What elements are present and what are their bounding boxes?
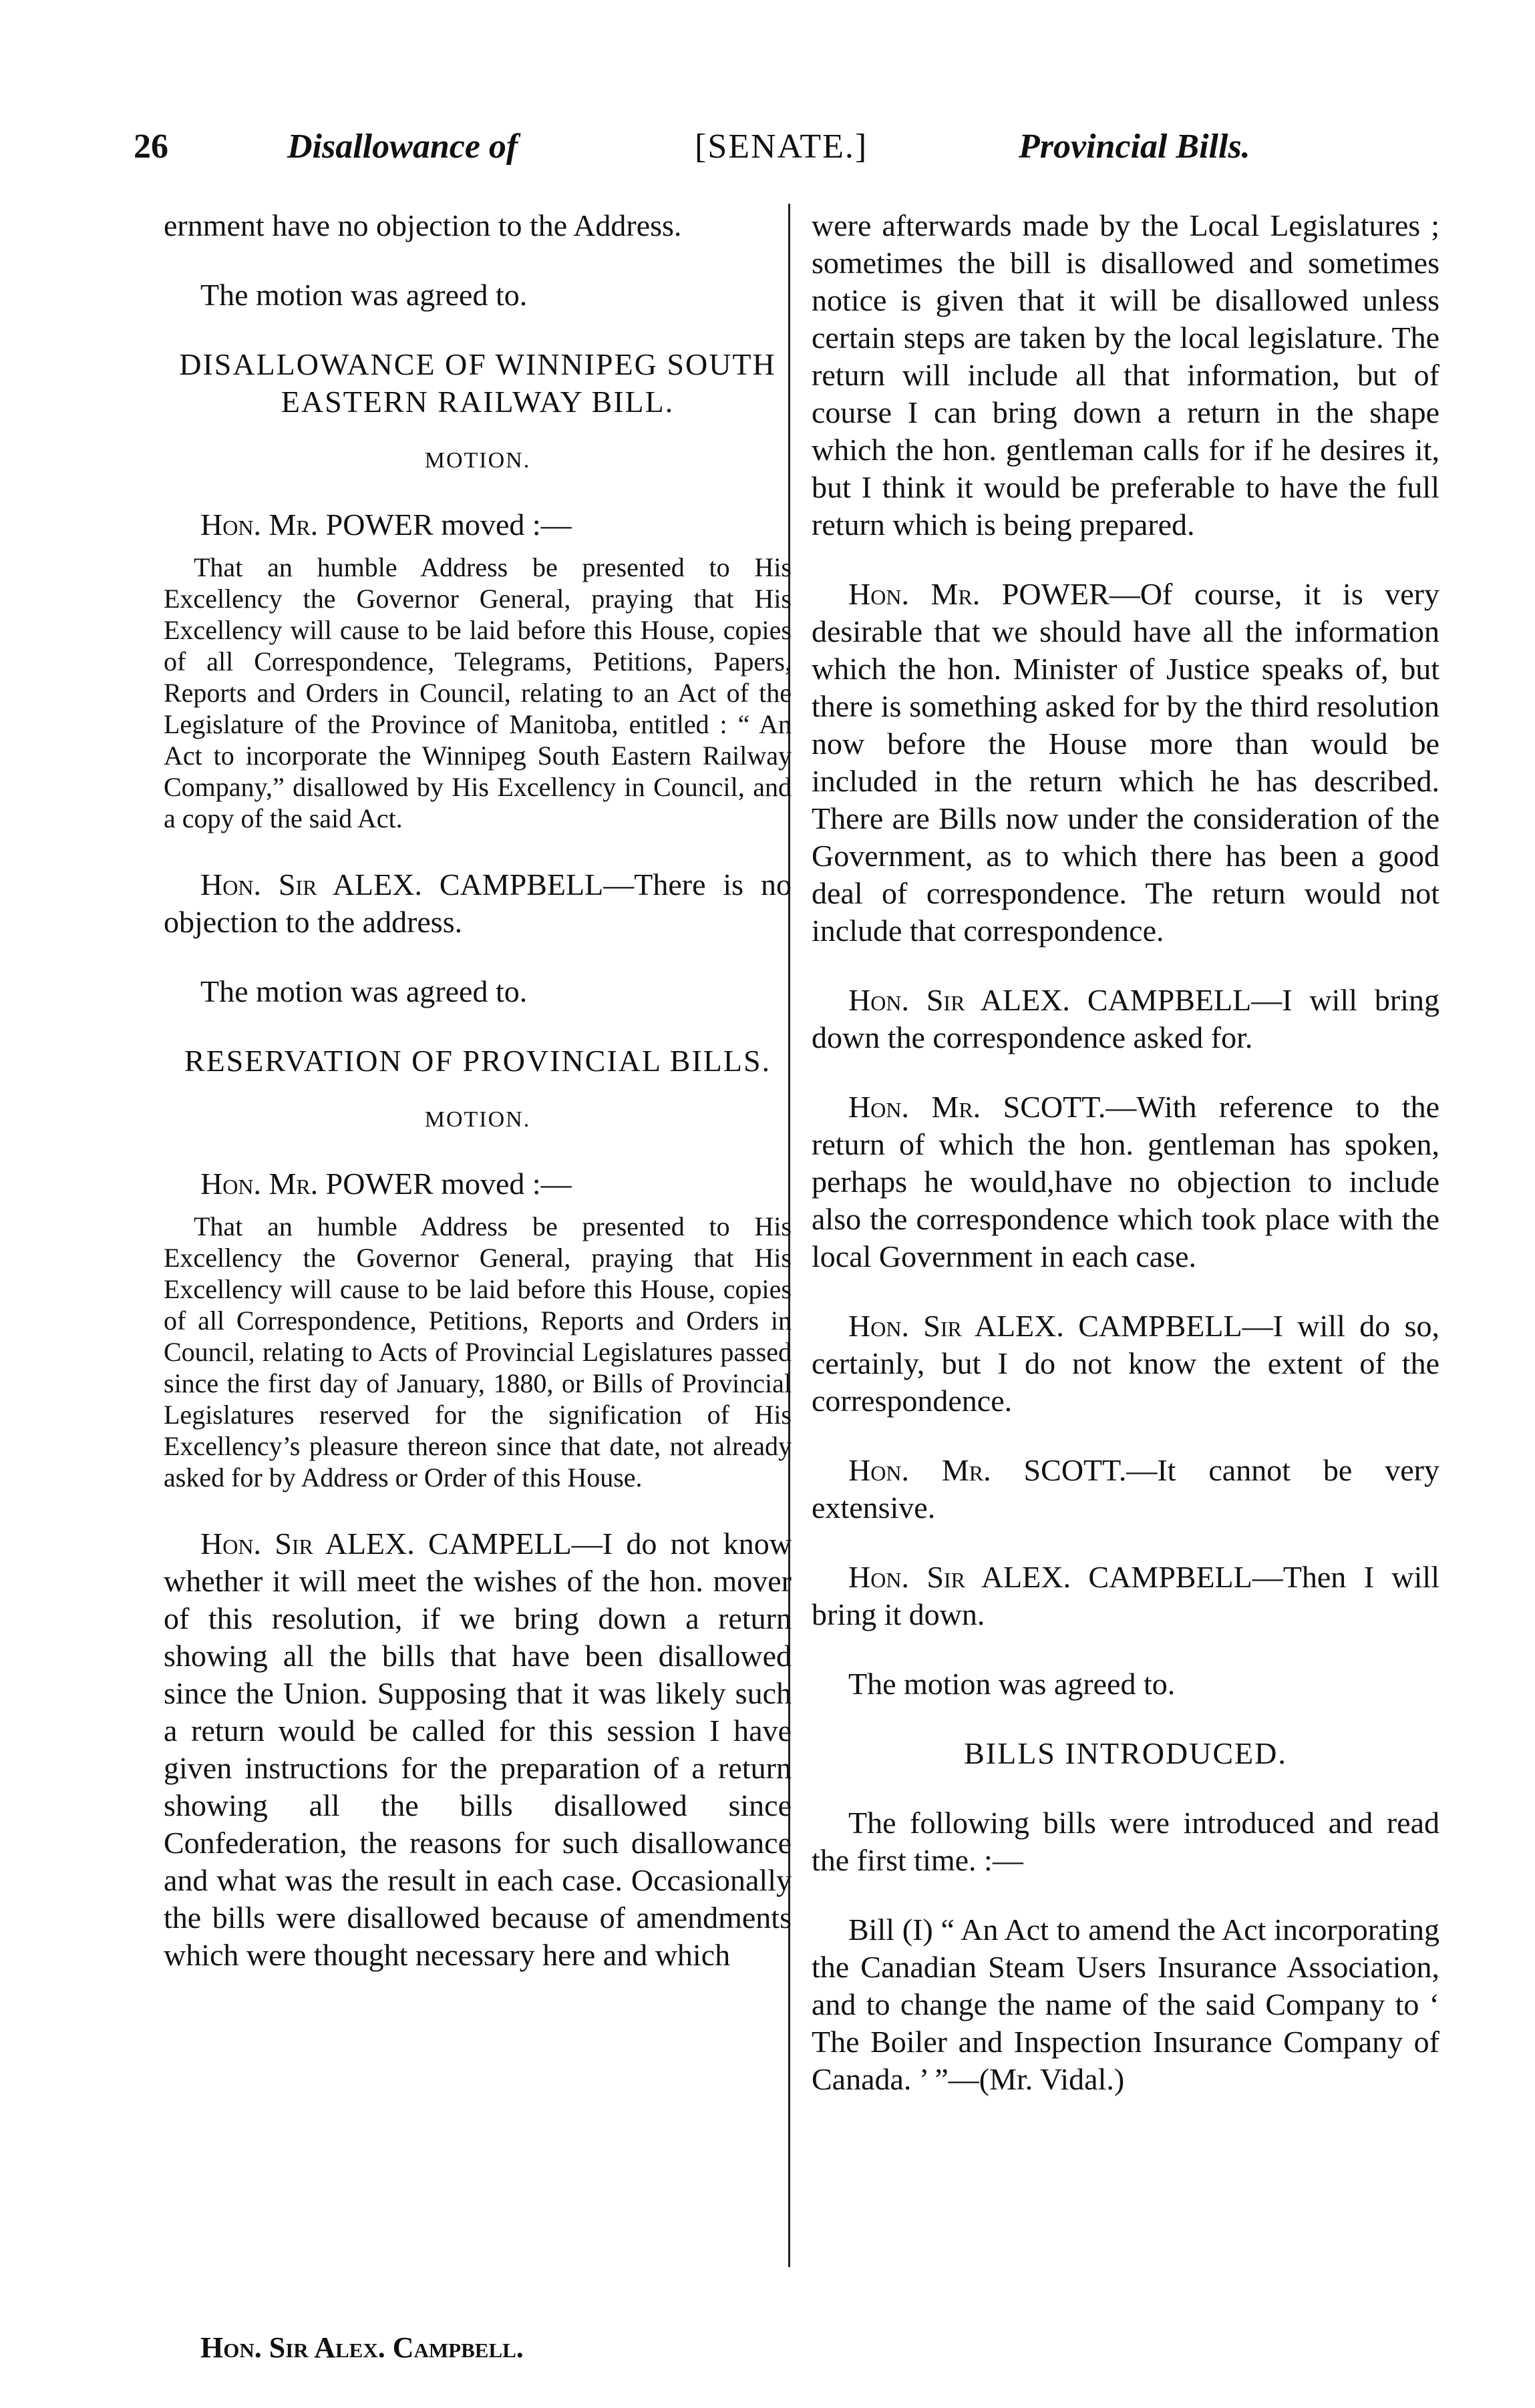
paragraph: The motion was agreed to.: [848, 1667, 1176, 1701]
paragraph: Bill (I) “ An Act to amend the Act incorporating the Canadian Steam Users Insurance Association, and to change the name of the said Company to ‘ The Boiler and Inspection Insurance Company of Canada. ’ ”—(Mr. Vidal.): [812, 1913, 1439, 2096]
paragraph: [812, 1452, 1439, 1527]
running-head-center: [SENATE.]: [695, 128, 868, 166]
paragraph: [812, 576, 1439, 950]
speaker-name: Hon. Mr. POWER: [200, 1167, 434, 1201]
paragraph: [164, 1525, 792, 1974]
paragraph: [164, 866, 792, 941]
speech-text: —I will bring down the correspondence asked for.: [812, 983, 1439, 1054]
speech-text: moved :—: [433, 1167, 572, 1201]
right-column: [812, 207, 1439, 2098]
motion-text: That an humble Address be presented to His Excellency the Governor General, praying that His Excellency will cause to be laid before this House, copies of all Correspondence, Telegrams, Petitions, Papers, Reports and Orders in Council, relating to an Act of the Legislature of the Province of Manitoba, entitled : “ An Act to incorporate the Winnipeg South Eastern Railway Company,” disallowed by His Excellency in Council, and a copy of the said Act.: [164, 552, 792, 833]
paragraph: The motion was agreed to.: [200, 278, 528, 312]
section-subheading: MOTION.: [424, 448, 531, 473]
section-heading: BILLS INTRODUCED.: [964, 1736, 1287, 1770]
section-subheading: MOTION.: [424, 1107, 531, 1132]
paragraph: [164, 1165, 792, 1203]
page-number: 26: [134, 128, 168, 166]
running-head-left: Disallowance of: [287, 128, 518, 166]
speech-text: —I will do so, certainly, but I do not know the extent of the correspondence.: [812, 1309, 1440, 1418]
paragraph: The following bills were introduced and read the first time. :—: [812, 1806, 1439, 1877]
speech-text: —Then I will bring it down.: [812, 1560, 1439, 1631]
speaker-name: Hon. Mr. SCOTT.: [848, 1090, 1106, 1124]
paragraph: ernment have no objection to the Address.: [164, 208, 682, 242]
speaker-name: Hon. Mr. POWER: [200, 508, 434, 542]
speaker-name: Hon. Mr. SCOTT.: [848, 1453, 1127, 1487]
speech-text: —Of course, it is very desirable that we should have all the information which the hon. Minister of Justice speaks of, but there is something asked for by the third resolution now before the House more than would be included in the return which he has described. There are Bills now under the consideration of the Government, as to which there has been a good deal of correspondence. The return would not include that correspondence.: [812, 577, 1439, 948]
paragraph: [812, 1559, 1439, 1633]
paragraph: [812, 982, 1439, 1056]
speech-text: moved :—: [433, 508, 572, 542]
speaker-name: Hon. Sir ALEX. CAMPBELL: [200, 867, 604, 901]
speaker-name: Hon. Sir ALEX. CAMPBELL: [848, 1309, 1242, 1343]
speaker-name: Hon. Sir ALEX. CAMPELL: [200, 1527, 572, 1561]
speaker-name: Hon. Sir ALEX. CAMPBELL: [848, 983, 1252, 1017]
speech-text: —I do not know whether it will meet the wishes of the hon. mover of this resolution, if we bring down a return showing all the bills that have been disallowed since the Union. Supposing that it was likely such a return would be called for this session I have given instructions for the preparation of a return showing all the bills disallowed since Confederation, the reasons for such disallowance and what was the result in each case. Occasionally the bills were disallowed because of amendments which were thought necessary here and which: [164, 1527, 792, 1972]
running-head-right: Provincial Bills.: [1019, 128, 1250, 166]
paragraph: [164, 506, 792, 544]
section-heading: RESERVATION OF PROVINCIAL BILLS.: [184, 1044, 772, 1078]
running-head: [134, 127, 1329, 187]
speech-text: —It cannot be very extensive.: [812, 1453, 1439, 1525]
paragraph: The motion was agreed to.: [200, 974, 528, 1008]
speech-text: —There is no objection to the address.: [164, 867, 792, 939]
paragraph: [812, 1088, 1439, 1275]
left-column: [164, 207, 792, 1974]
speaker-name: Hon. Sir ALEX. CAMPBELL: [848, 1560, 1252, 1594]
catchword-footer: Hon. Sir Alex. Campbell.: [200, 2331, 524, 2364]
paragraph: [812, 1308, 1439, 1420]
section-heading: DISALLOWANCE OF WINNIPEG SOUTH EASTERN RAILWAY BILL.: [179, 347, 776, 419]
motion-text: That an humble Address be presented to His Excellency the Governor General, praying that His Excellency will cause to be laid before this House, copies of all Correspondence, Petitions, Reports and Orders in Council, relating to Acts of Provincial Legislatures passed since the first day of January, 1880, or Bills of Provincial Legislatures reserved for the signification of His Excellency’s pleasure thereon since that date, not already asked for by Address or Order of this House.: [164, 1211, 792, 1492]
paragraph: were afterwards made by the Local Legislatures ; sometimes the bill is disallowed and sometimes notice is given that it will be disallowed unless certain steps are taken by the local legislature. The return will include all that information, but of course I can bring down a return in the shape which the hon. gentleman calls for if he desires it, but I think it would be preferable to have the full return which is being prepared.: [812, 208, 1439, 542]
speaker-name: Hon. Mr. POWER: [848, 577, 1110, 611]
speech-text: —With reference to the return of which the hon. gentleman has spoken, perhaps he would,have no objection to include also the correspondence which took place with the local Government in each case.: [812, 1090, 1440, 1273]
